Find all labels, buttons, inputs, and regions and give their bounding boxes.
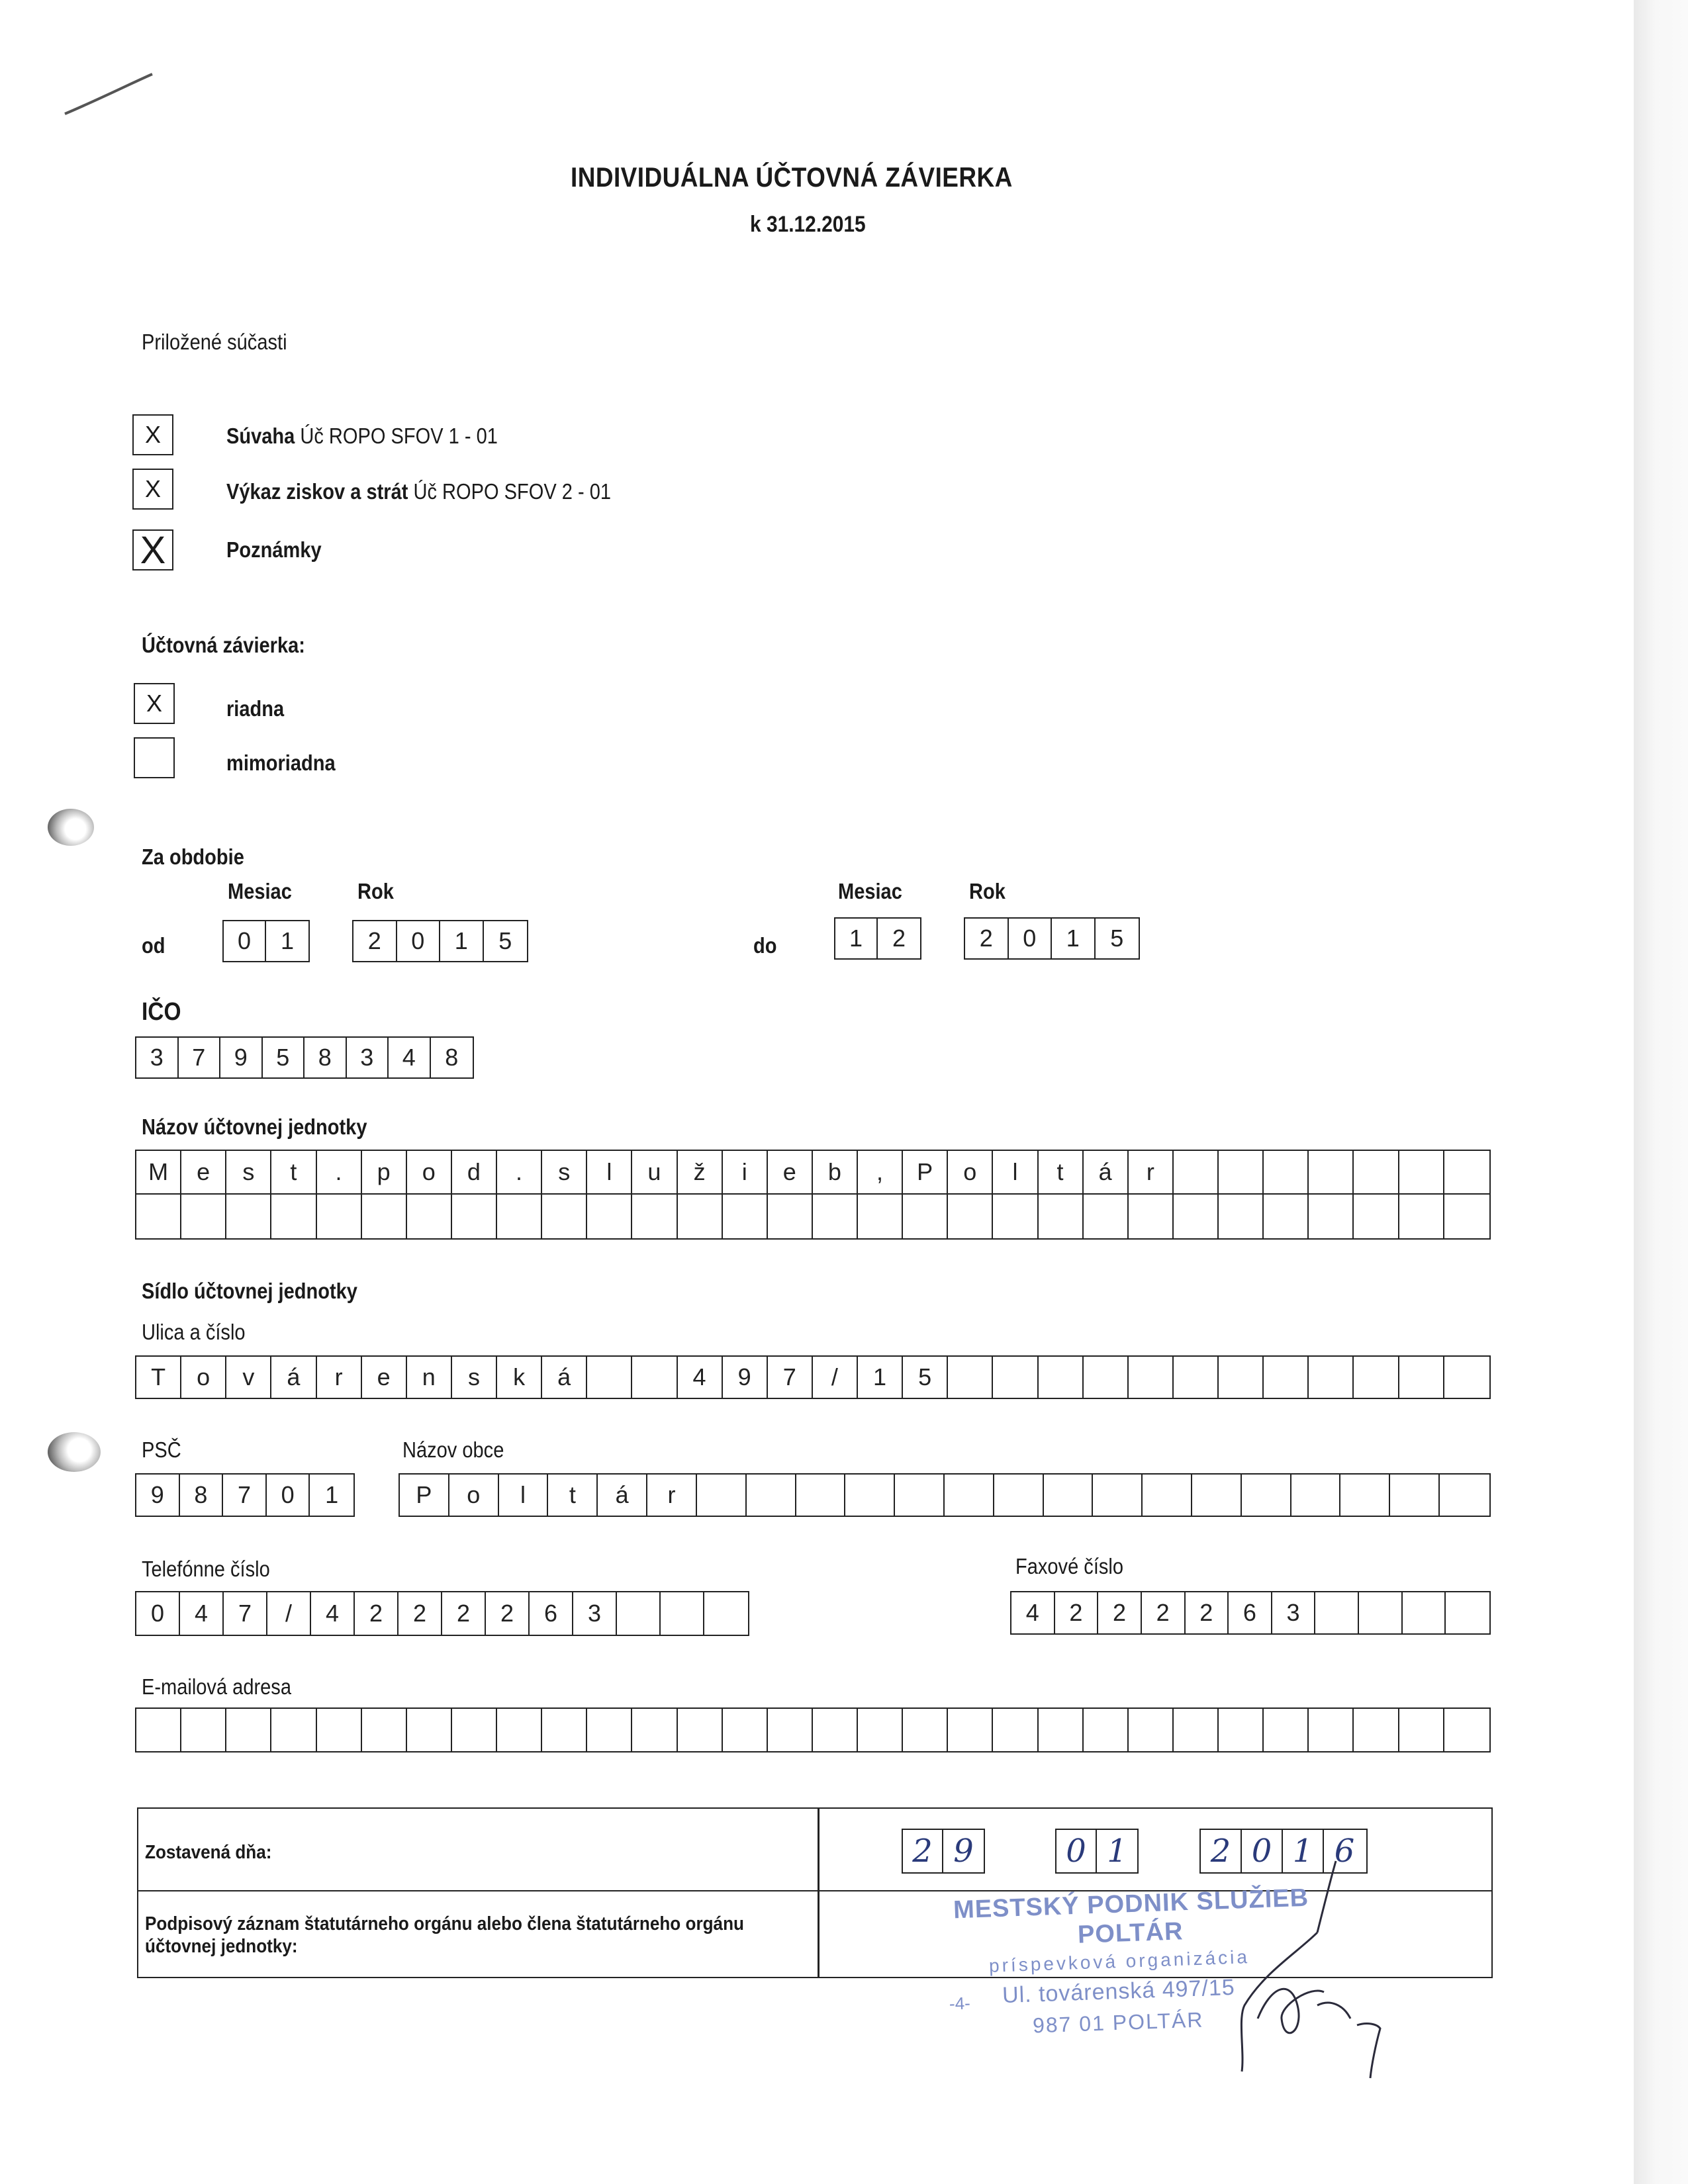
statement-type-checkbox-mimoriadna[interactable] [134, 737, 175, 778]
stamp-line-1: MESTSKÝ PODNIK SLUŽIEB [953, 1884, 1309, 1925]
char-cell: t [1039, 1151, 1084, 1193]
pen-mark [60, 66, 159, 126]
char-cell [678, 1709, 723, 1751]
char-cell [747, 1475, 796, 1516]
char-cell: n [407, 1357, 452, 1398]
scan-edge-shadow [1634, 0, 1688, 2184]
char-cell [697, 1475, 747, 1516]
fax-field[interactable] [1010, 1591, 1491, 1635]
char-cell [181, 1195, 226, 1238]
address-heading: Sídlo účtovnej jednotky [142, 1279, 357, 1303]
from-month-field[interactable] [222, 920, 310, 962]
punch-hole-upper [48, 809, 94, 846]
char-cell [632, 1709, 677, 1751]
char-cell: o [449, 1475, 499, 1516]
char-cell [1444, 1709, 1489, 1751]
char-cell [587, 1709, 632, 1751]
char-cell [948, 1357, 993, 1398]
attachment-label-suvaha: Súvaha Úč ROPO SFOV 1 - 01 [226, 424, 498, 448]
signature-label-line1: Podpisový záznam štatutárneho orgánu alebo člena štatutárneho orgánu [145, 1913, 744, 1934]
psc-label: PSČ [142, 1437, 181, 1462]
char-cell: l [587, 1151, 632, 1193]
char-cell [1340, 1475, 1390, 1516]
char-cell [903, 1195, 948, 1238]
char-cell: l [993, 1151, 1038, 1193]
check-mark: X [140, 528, 166, 572]
char-cell: 1 [280, 927, 295, 954]
char-cell: P [400, 1475, 449, 1516]
city-field[interactable] [399, 1473, 1491, 1517]
char-cell: 4 [389, 1038, 431, 1077]
char-cell [768, 1195, 813, 1238]
entity-name-field[interactable] [135, 1150, 1491, 1240]
char-cell: 5 [498, 927, 512, 954]
from-label: od [142, 933, 165, 958]
char-cell [136, 1195, 181, 1238]
entity-name-row-1 [136, 1151, 1489, 1195]
char-cell: á [271, 1357, 316, 1398]
char-cell: r [317, 1357, 362, 1398]
char-cell: 0 [224, 921, 266, 961]
char-cell: o [181, 1357, 226, 1398]
check-mark: X [144, 475, 161, 502]
char-cell [661, 1592, 704, 1635]
char-cell: 5 [1110, 925, 1124, 952]
stamp-line-4: Ul. továrenská 497/15 [1002, 1974, 1236, 2009]
char-cell: 3 [347, 1038, 389, 1077]
char-cell [858, 1195, 903, 1238]
char-cell [1174, 1709, 1219, 1751]
char-cell [1084, 1195, 1129, 1238]
char-cell: 2 [486, 1592, 530, 1635]
char-cell [1399, 1195, 1444, 1238]
char-cell: d [452, 1151, 497, 1193]
char-cell [813, 1195, 858, 1238]
handwritten-signature [1218, 1853, 1390, 2091]
document-date: k 31.12.2015 [750, 212, 866, 237]
char-cell: á [1084, 1151, 1129, 1193]
to-month-field[interactable] [834, 917, 921, 960]
char-cell: 7 [768, 1357, 813, 1398]
char-cell [1309, 1357, 1354, 1398]
char-cell [1444, 1195, 1489, 1238]
statement-type-label-mimoriadna: mimoriadna [226, 751, 336, 775]
char-cell [993, 1195, 1038, 1238]
char-cell [1219, 1151, 1264, 1193]
char-cell [813, 1709, 858, 1751]
char-cell: 7 [223, 1475, 267, 1516]
char-cell: 2 [442, 1592, 486, 1635]
char-cell [1354, 1709, 1399, 1751]
char-cell: 0 [136, 1592, 180, 1635]
char-cell [768, 1709, 813, 1751]
char-cell: 2 [353, 921, 397, 961]
char-cell: b [813, 1151, 858, 1193]
statement-type-checkbox-riadna[interactable] [134, 683, 175, 724]
char-cell [1264, 1151, 1309, 1193]
char-cell: e [768, 1151, 813, 1193]
char-cell: 0 [267, 1475, 310, 1516]
char-cell: 5 [263, 1038, 305, 1077]
char-cell [945, 1475, 994, 1516]
phone-label: Telefónne číslo [142, 1557, 270, 1581]
char-cell: 9 [953, 1833, 974, 1870]
char-cell [362, 1709, 407, 1751]
char-cell: 8 [445, 1044, 459, 1071]
char-cell: e [181, 1151, 226, 1193]
char-cell [1315, 1592, 1359, 1633]
char-cell: 2 [1186, 1592, 1229, 1633]
char-cell [271, 1195, 316, 1238]
char-cell: 3 [573, 1592, 617, 1635]
char-cell: s [542, 1151, 587, 1193]
char-cell: P [903, 1151, 948, 1193]
ico-field[interactable] [135, 1036, 474, 1079]
char-cell [407, 1195, 452, 1238]
char-cell: v [226, 1357, 271, 1398]
char-cell: 8 [305, 1038, 347, 1077]
char-cell: p [362, 1151, 407, 1193]
char-cell: 0 [1056, 1830, 1097, 1872]
char-cell [1440, 1475, 1489, 1516]
char-cell: 9 [136, 1475, 180, 1516]
char-cell [1219, 1357, 1264, 1398]
char-cell: 2 [1098, 1592, 1142, 1633]
char-cell [678, 1195, 723, 1238]
char-cell: 7 [179, 1038, 221, 1077]
char-cell: 1 [835, 919, 878, 958]
char-cell [407, 1709, 452, 1751]
email-label: E-mailová adresa [142, 1674, 291, 1699]
char-cell: 2 [965, 919, 1009, 958]
char-cell [993, 1709, 1038, 1751]
char-cell: s [452, 1357, 497, 1398]
char-cell: 1 [325, 1481, 339, 1508]
char-cell [1192, 1475, 1242, 1516]
street-field[interactable] [135, 1355, 1491, 1399]
char-cell: 1 [1283, 1830, 1324, 1872]
char-cell [1264, 1357, 1309, 1398]
char-cell: u [632, 1151, 677, 1193]
char-cell [1174, 1195, 1219, 1238]
char-cell [1129, 1195, 1174, 1238]
char-cell [1084, 1709, 1129, 1751]
char-cell [1291, 1475, 1341, 1516]
char-cell [948, 1195, 993, 1238]
char-cell: 4 [180, 1592, 224, 1635]
char-cell [903, 1709, 948, 1751]
char-cell [993, 1357, 1038, 1398]
fax-label: Faxové číslo [1015, 1554, 1124, 1578]
char-cell [452, 1709, 497, 1751]
char-cell [452, 1195, 497, 1238]
char-cell [1390, 1475, 1440, 1516]
char-cell: r [1129, 1151, 1174, 1193]
char-cell: t [271, 1151, 316, 1193]
char-cell [1129, 1709, 1174, 1751]
char-cell: , [858, 1151, 903, 1193]
char-cell [226, 1195, 271, 1238]
char-cell [632, 1195, 677, 1238]
char-cell: 0 [397, 921, 441, 961]
char-cell: k [497, 1357, 542, 1398]
char-cell: á [542, 1357, 587, 1398]
char-cell: 6 [530, 1592, 573, 1635]
char-cell [723, 1195, 768, 1238]
char-cell [632, 1357, 677, 1398]
char-cell [1399, 1709, 1444, 1751]
entity-name-row-2 [136, 1195, 1489, 1238]
char-cell [858, 1709, 903, 1751]
char-cell: 0 [1242, 1830, 1283, 1872]
char-cell: l [499, 1475, 549, 1516]
char-cell [1084, 1357, 1129, 1398]
stamp-line-3: príspevková organizácia [988, 1946, 1250, 1976]
char-cell: 2 [399, 1592, 442, 1635]
signature-label-line2: účtovnej jednotky: [145, 1936, 298, 1957]
char-cell: 4 [678, 1357, 723, 1398]
char-cell [542, 1709, 587, 1751]
table-divider [818, 1809, 820, 1977]
char-cell [362, 1195, 407, 1238]
char-cell [1309, 1151, 1354, 1193]
char-cell: M [136, 1151, 181, 1193]
city-label: Názov obce [402, 1437, 504, 1462]
attachment-checkbox-poznamky[interactable] [132, 529, 173, 570]
char-cell [704, 1592, 748, 1635]
char-cell: s [226, 1151, 271, 1193]
char-cell [1309, 1195, 1354, 1238]
char-cell [1359, 1592, 1403, 1633]
char-cell: e [362, 1357, 407, 1398]
char-cell [1129, 1357, 1174, 1398]
char-cell [617, 1592, 661, 1635]
from-year-label: Rok [357, 879, 394, 903]
char-cell: 0 [1009, 919, 1053, 958]
email-field[interactable] [135, 1707, 1491, 1752]
char-cell: . [317, 1151, 362, 1193]
char-cell: 4 [1011, 1592, 1055, 1633]
char-cell [1354, 1357, 1399, 1398]
from-year-field[interactable] [352, 920, 528, 962]
char-cell [895, 1475, 945, 1516]
char-cell: 6 [1229, 1592, 1272, 1633]
compiled-date-label: Zostavená dňa: [145, 1842, 272, 1863]
char-cell: 1 [1052, 919, 1096, 958]
char-cell [845, 1475, 895, 1516]
char-cell: 2 [1055, 1592, 1099, 1633]
char-cell [587, 1195, 632, 1238]
to-year-field[interactable] [964, 917, 1140, 960]
check-mark: X [146, 690, 162, 717]
char-cell [1444, 1357, 1489, 1398]
page-number: -4- [949, 1993, 971, 2014]
char-cell [497, 1195, 542, 1238]
attachments-heading: Priložené súčasti [142, 330, 287, 354]
char-cell [723, 1709, 768, 1751]
char-cell [1354, 1151, 1399, 1193]
char-cell [1242, 1475, 1291, 1516]
attachment-checkbox-vykaz[interactable] [132, 469, 173, 510]
char-cell [796, 1475, 846, 1516]
statement-type-heading: Účtovná závierka: [142, 633, 305, 657]
attachment-label-vykaz: Výkaz ziskov a strát Úč ROPO SFOV 2 - 01 [226, 479, 612, 504]
char-cell: 2 [1201, 1830, 1242, 1872]
char-cell: 2 [892, 925, 906, 952]
char-cell [994, 1475, 1044, 1516]
char-cell [1399, 1357, 1444, 1398]
compiled-day-field[interactable] [902, 1829, 985, 1874]
char-cell: 2 [355, 1592, 399, 1635]
char-cell: 2 [1142, 1592, 1186, 1633]
char-cell [1174, 1357, 1219, 1398]
char-cell: 1 [858, 1357, 903, 1398]
to-label: do [753, 933, 777, 958]
char-cell [1354, 1195, 1399, 1238]
check-mark: X [144, 421, 161, 448]
char-cell [1039, 1195, 1084, 1238]
char-cell: o [407, 1151, 452, 1193]
char-cell: T [136, 1357, 181, 1398]
char-cell: o [948, 1151, 993, 1193]
char-cell [1264, 1195, 1309, 1238]
char-cell: 7 [224, 1592, 267, 1635]
char-cell: / [813, 1357, 858, 1398]
char-cell [271, 1709, 316, 1751]
char-cell: 3 [1272, 1592, 1316, 1633]
stamp-line-2: POLTÁR [1077, 1917, 1184, 1949]
char-cell [181, 1709, 226, 1751]
char-cell [1444, 1151, 1489, 1193]
char-cell [542, 1195, 587, 1238]
document-title: INDIVIDUÁLNA ÚČTOVNÁ ZÁVIERKA [571, 161, 1013, 193]
statement-type-label-riadna: riadna [226, 696, 285, 721]
psc-field[interactable] [135, 1473, 355, 1517]
char-cell: 2 [903, 1830, 943, 1872]
char-cell [1044, 1475, 1094, 1516]
char-cell: 9 [220, 1038, 263, 1077]
char-cell: 8 [180, 1475, 224, 1516]
char-cell [587, 1357, 632, 1398]
char-cell: á [598, 1475, 647, 1516]
char-cell [1219, 1709, 1264, 1751]
to-month-label: Mesiac [838, 879, 902, 903]
entity-name-label: Názov účtovnej jednotky [142, 1115, 367, 1139]
char-cell: 5 [903, 1357, 948, 1398]
char-cell: 1 [440, 921, 484, 961]
char-cell: . [497, 1151, 542, 1193]
char-cell [1143, 1475, 1192, 1516]
char-cell [317, 1195, 362, 1238]
char-cell [1219, 1195, 1264, 1238]
char-cell: i [723, 1151, 768, 1193]
char-cell [1446, 1592, 1489, 1633]
from-month-label: Mesiac [228, 879, 292, 903]
char-cell [948, 1709, 993, 1751]
char-cell [1093, 1475, 1143, 1516]
char-cell: 9 [723, 1357, 768, 1398]
attachment-label-poznamky: Poznámky [226, 537, 322, 562]
char-cell [317, 1709, 362, 1751]
char-cell: 4 [311, 1592, 355, 1635]
to-year-label: Rok [969, 879, 1006, 903]
char-cell [1039, 1357, 1084, 1398]
char-cell [1399, 1151, 1444, 1193]
char-cell: ž [678, 1151, 723, 1193]
char-cell [1039, 1709, 1084, 1751]
char-cell: / [267, 1592, 311, 1635]
period-heading: Za obdobie [142, 844, 244, 869]
stamp-line-5: 987 01 POLTÁR [1032, 2007, 1204, 2038]
char-cell: t [548, 1475, 598, 1516]
phone-field[interactable] [135, 1591, 749, 1636]
char-cell [136, 1709, 181, 1751]
punch-hole-lower [48, 1432, 101, 1472]
compiled-month-field[interactable] [1055, 1829, 1139, 1874]
char-cell: r [647, 1475, 697, 1516]
char-cell [497, 1709, 542, 1751]
char-cell [226, 1709, 271, 1751]
char-cell: 1 [1107, 1833, 1127, 1870]
ico-label: IČO [142, 998, 181, 1026]
char-cell [1264, 1709, 1309, 1751]
char-cell: 6 [1334, 1833, 1355, 1870]
char-cell: 3 [136, 1038, 179, 1077]
char-cell [1309, 1709, 1354, 1751]
attachment-checkbox-suvaha[interactable] [132, 414, 173, 455]
char-cell [1403, 1592, 1446, 1633]
char-cell [1174, 1151, 1219, 1193]
street-label: Ulica a číslo [142, 1320, 246, 1344]
